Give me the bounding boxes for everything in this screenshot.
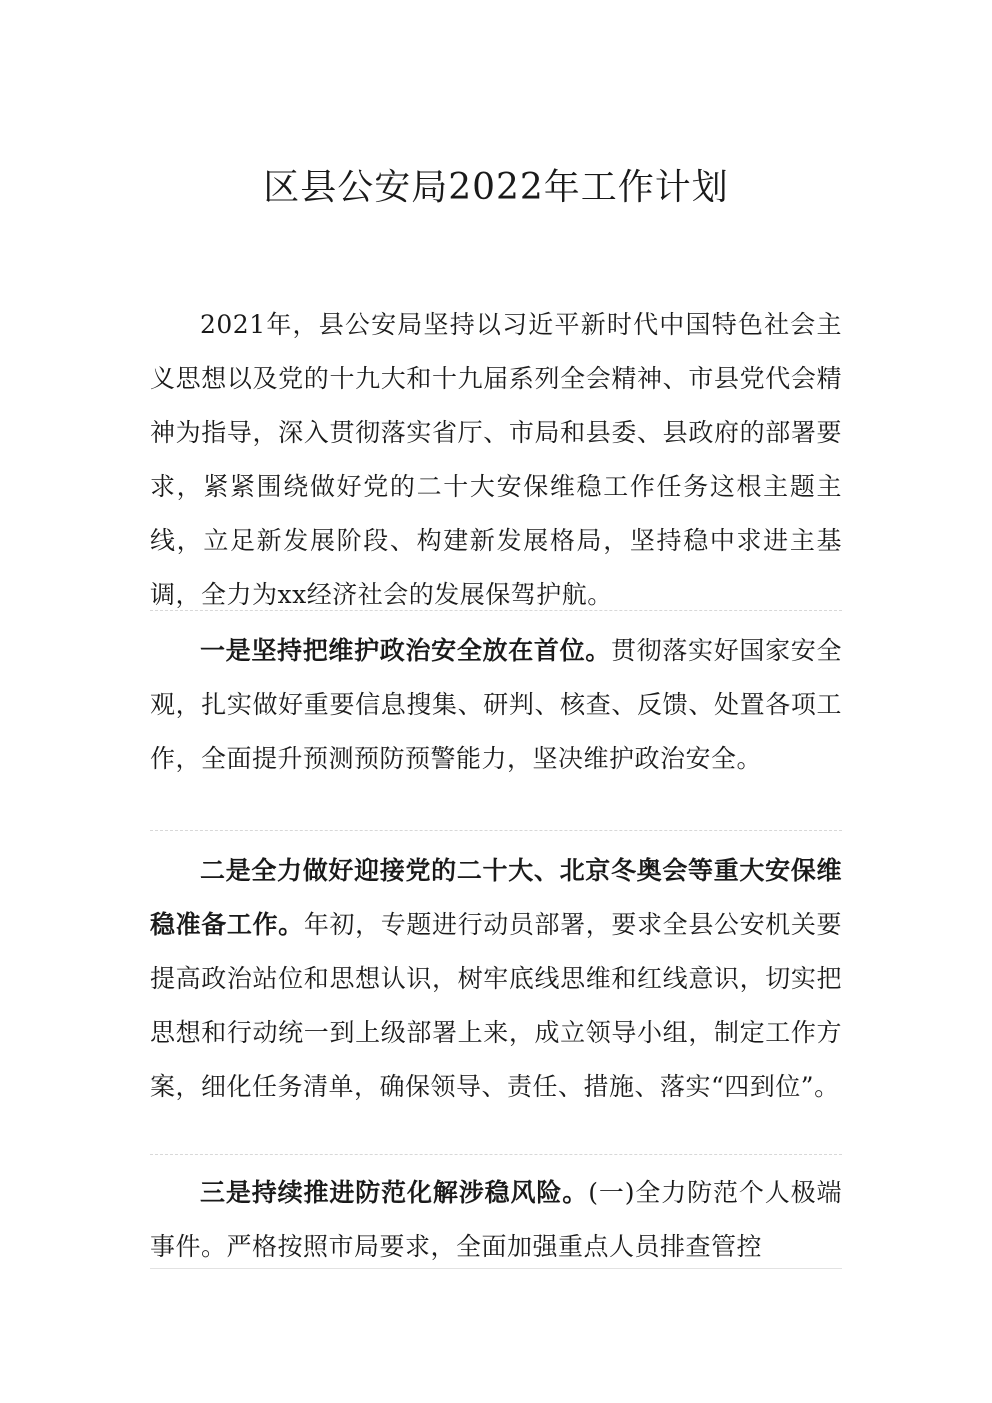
divider [150,610,842,611]
paragraph-text: 2021年，县公安局坚持以习近平新时代中国特色社会主义思想以及党的十九大和十九届系列全会精神、市县党代会精神为指导，深入贯彻落实省厅、市局和县委、县政府的部署要求，紧紧围绕做好党的二十大安保维稳工作任务这根主题主线，立足新发展阶段、构建新发展格局，坚持稳中求进主基调，全力为xx经济社会的发展保驾护航。 [150,310,842,609]
document-title: 区县公安局2022年工作计划 [263,167,729,208]
paragraph-text: (一)全力防范个人极端事件。严格按照市局要求，全面加强重点人员排查管控 [150,1178,842,1261]
paragraph-lead: 一是坚持把维护政治安全放在首位。 [200,636,611,665]
paragraph-intro [150,298,842,622]
paragraph-risk-prevention [150,1166,842,1274]
paragraph-political-security [150,624,842,786]
paragraph-lead: 三是持续推进防范化解涉稳风险。 [200,1178,589,1207]
paragraph-security-preparation [150,844,842,1114]
paragraph-lead: 二是全力做好迎接党的二十大、北京冬奥会等重大安保维稳准备工作。 [150,856,842,939]
divider [150,830,842,831]
divider [150,1154,842,1155]
paragraph-text: 年初，专题进行动员部署，要求全县公安机关要提高政治站位和思想认识，树牢底线思维和红线意识，切实把思想和行动统一到上级部署上来，成立领导小组，制定工作方案，细化任务清单，确保领导、责任、措施、落实“四到位”。 [150,910,842,1101]
divider [150,1268,842,1269]
paragraph-text: 贯彻落实好国家安全观，扎实做好重要信息搜集、研判、核查、反馈、处置各项工作，全面提升预测预防预警能力，坚决维护政治安全。 [150,636,842,773]
